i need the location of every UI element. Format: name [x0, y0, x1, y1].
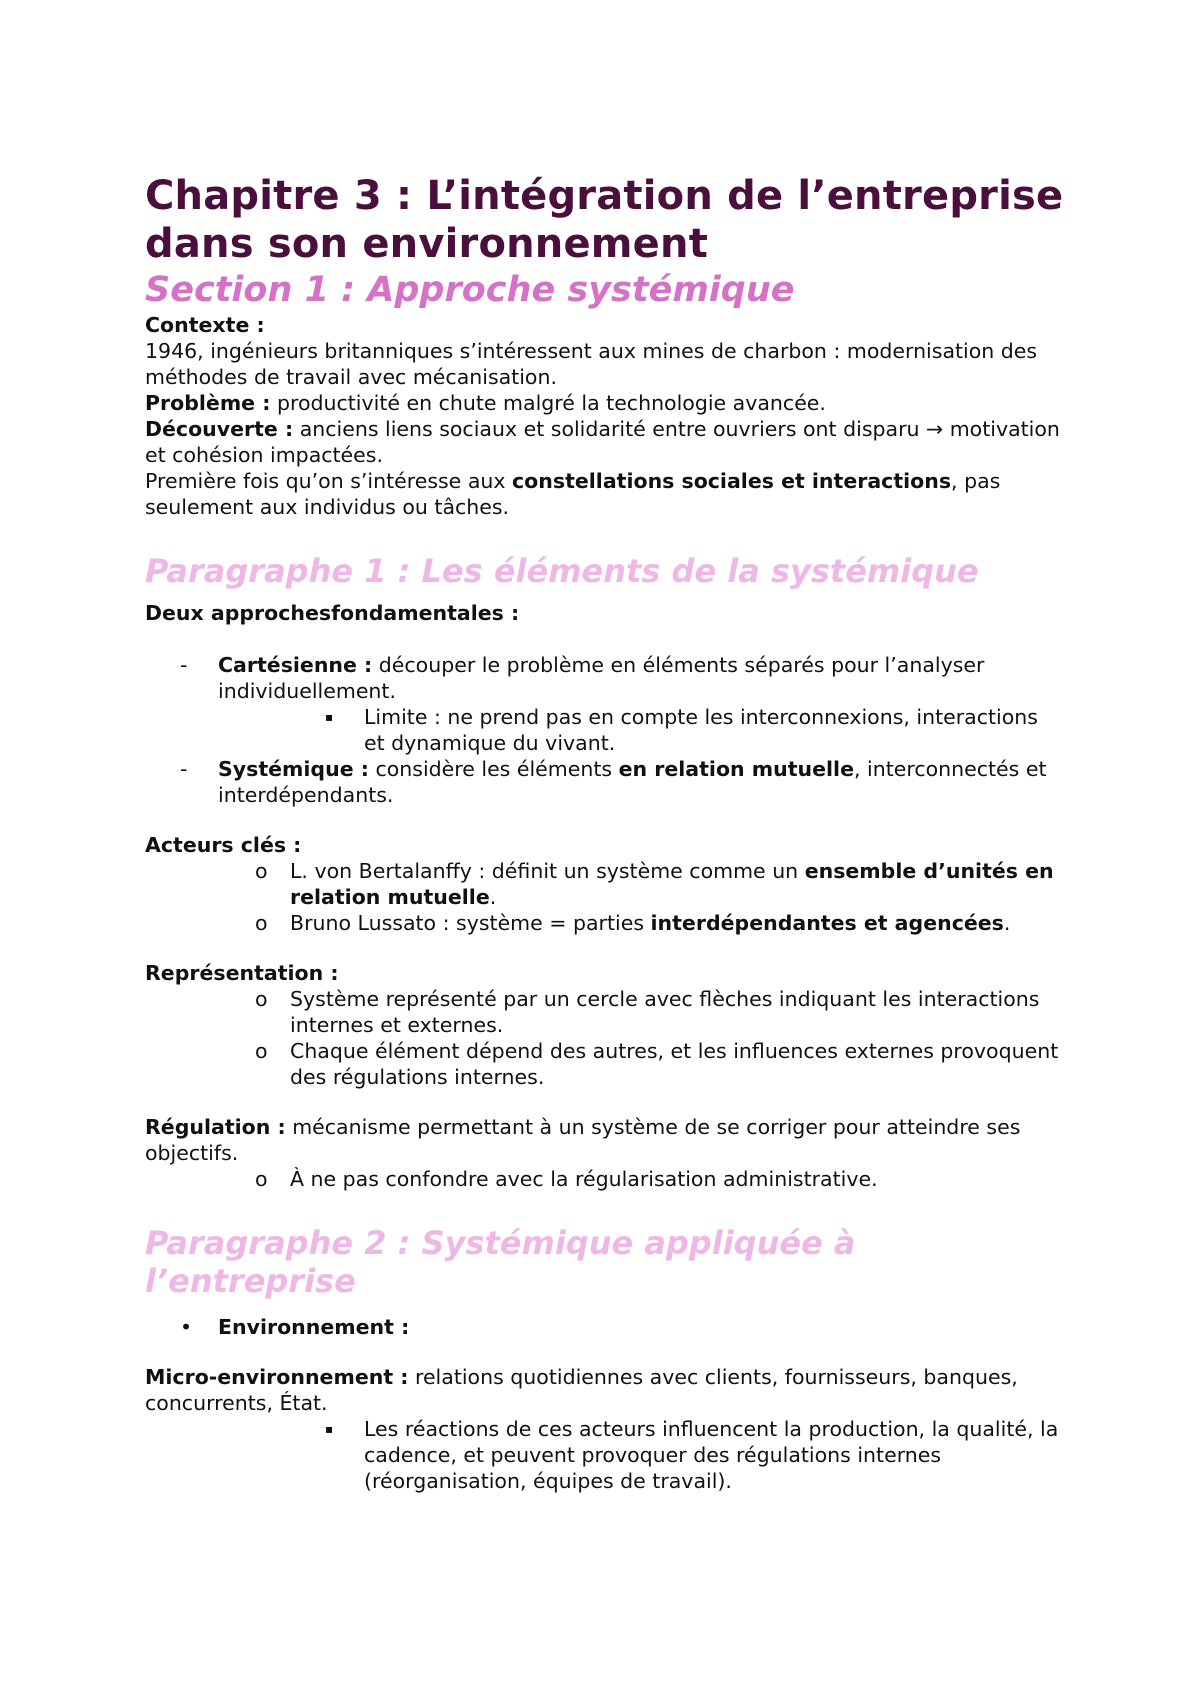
paragraph-2-title: Paragraphe 2 : Systémique appliquée à l’entreprise	[145, 1224, 856, 1300]
circle-bullet-icon: o	[255, 1167, 268, 1191]
decouverte-label: Découverte :	[145, 417, 294, 441]
square-bullet-icon: ▪	[325, 710, 334, 724]
dash-marker: -	[180, 653, 188, 677]
regulation-paragraph: Régulation : mécanisme permettant à un système de se corriger pour atteindre ses objectifs.	[145, 1115, 1021, 1165]
list-item-reg1: o À ne pas confondre avec la régularisation administrative.	[255, 1167, 878, 1191]
list-item-limite: ▪ Limite : ne prend pas en compte les interconnexions, interactions et dynamique du vivant.	[325, 705, 1038, 755]
premiere-paragraph: Première fois qu’on s’intéresse aux constellations sociales et interactions, pas seulement aux individus ou tâches.	[145, 469, 1001, 519]
bullet-dot-icon: •	[180, 1315, 193, 1339]
micro-paragraph: Micro-environnement : relations quotidiennes avec clients, fournisseurs, banques, concurrents, État.	[145, 1365, 1018, 1415]
list-item-systemique: - Systémique : considère les éléments en relation mutuelle, interconnectés et interdépendants.	[180, 757, 1047, 807]
acteurs-label: Acteurs clés :	[145, 833, 302, 857]
probleme-label: Problème :	[145, 391, 271, 415]
contexte-label: Contexte :	[145, 313, 265, 337]
circle-bullet-icon: o	[255, 859, 268, 883]
circle-bullet-icon: o	[255, 1039, 268, 1063]
square-bullet-icon: ▪	[325, 1422, 334, 1436]
list-item-rep2: o Chaque élément dépend des autres, et les influences externes provoquent des régulations internes.	[255, 1039, 1059, 1089]
circle-bullet-icon: o	[255, 911, 268, 935]
decouverte-text: anciens liens sociaux et solidarité entre ouvriers ont disparu → motivation et cohésion impactées.	[145, 417, 1060, 467]
list-item-lussato: o Bruno Lussato : système = parties interdépendantes et agencées.	[255, 911, 1011, 935]
representation-label: Représentation :	[145, 961, 339, 985]
list-item-rep1: o Système représenté par un cercle avec flèches indiquant les interactions internes et externes.	[255, 987, 1040, 1037]
dash-marker: -	[180, 757, 188, 781]
list-item-bertalanffy: o L. von Bertalanffy : définit un système comme un ensemble d’unités en relation mutuelle.	[255, 859, 1054, 909]
circle-bullet-icon: o	[255, 987, 268, 1011]
decouverte-paragraph	[145, 416, 1065, 468]
contexte-text: 1946, ingénieurs britanniques s’intéressent aux mines de charbon : modernisation des méthodes de travail avec mécanisation.	[145, 339, 1038, 389]
section-title: Section 1 : Approche systémique	[145, 270, 795, 310]
list-item-environnement: • Environnement :	[180, 1315, 410, 1339]
chapter-title: Chapitre 3 : L’intégration de l’entreprise dans son environnement	[145, 173, 1064, 267]
document-content	[145, 172, 1065, 1494]
paragraph-1-title: Paragraphe 1 : Les éléments de la systémique	[145, 552, 979, 590]
probleme-paragraph	[145, 390, 1065, 416]
approches-label: Deux approchesfondamentales :	[145, 601, 520, 625]
probleme-text: productivité en chute malgré la technologie avancée.	[270, 391, 826, 415]
list-item-cartesienne: - Cartésienne : découper le problème en éléments séparés pour l’analyser individuellement.	[180, 653, 985, 703]
list-item-reactions: ▪ Les réactions de ces acteurs influencent la production, la qualité, la cadence, et peuvent provoquer des régulations internes (réorganisation, équipes de travail).	[325, 1417, 1059, 1493]
